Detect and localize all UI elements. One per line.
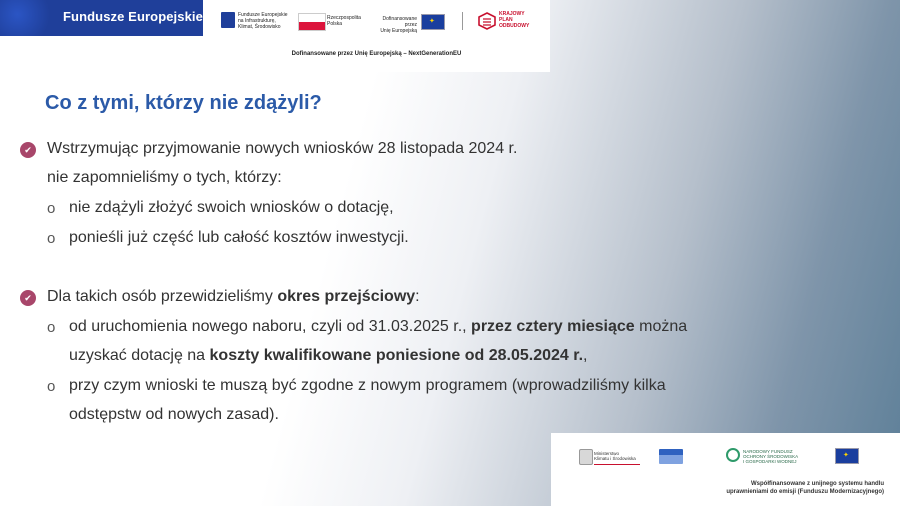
poland-flag-icon	[298, 13, 326, 31]
fe-logo-icon	[221, 12, 235, 28]
kpo-logo-icon	[478, 12, 496, 30]
ministry-logo-text	[594, 451, 636, 461]
section1-subitem: nie zdążyli złożyć swoich wniosków o dotację,	[69, 199, 394, 216]
section2-intro	[47, 288, 420, 306]
nfosigw-line: NARODOWY FUNDUSZ	[743, 449, 793, 454]
nfosigw-logo-text	[743, 449, 798, 464]
circle-bullet-icon: o	[47, 230, 56, 247]
subitem-bold-text: koszty kwalifikowane poniesione od 28.05.2024 r.	[209, 347, 584, 364]
section2-subitem-continuation: odstępstw od nowych zasad).	[69, 406, 279, 423]
section1-subitem: ponieśli już część lub całość kosztów inwestycji.	[69, 229, 409, 246]
subitem-text: od uruchomienia nowego naboru, czyli od 31.03.2025 r.,	[69, 318, 472, 335]
eu-flag-icon	[835, 448, 859, 464]
subitem-bold-text: przez cztery miesiące	[471, 318, 635, 335]
subitem-text: uzyskać dotację na	[69, 347, 210, 364]
caption-line: Współfinansowane z unijnego systemu handlu	[750, 481, 884, 487]
ministry-line: Ministerstwo	[594, 451, 620, 456]
ministry-line: Klimatu i Środowiska	[594, 456, 636, 461]
intro-text: :	[415, 288, 420, 305]
ue-logo-line: Unię Europejską	[380, 28, 417, 34]
kpo-logo-line: KRAJOWY	[499, 11, 525, 17]
ue-logo-line: Dofinansowane przez	[382, 16, 417, 28]
circle-bullet-icon: o	[47, 319, 56, 336]
circle-bullet-icon: o	[47, 200, 56, 217]
ue-logo-text	[369, 16, 417, 34]
nfosigw-line: OCHRONY ŚRODOWISKA	[743, 454, 799, 459]
intro-bold-text: okres przejściowy	[277, 288, 416, 305]
section1-line: nie zapomnieliśmy o tych, którzy:	[47, 169, 282, 186]
program-logo-icon	[659, 449, 683, 464]
circle-bullet-icon: o	[47, 378, 56, 395]
section2-subitem	[69, 318, 687, 336]
section1-line: Wstrzymując przyjmowanie nowych wniosków 28 listopada 2024 r.	[47, 140, 518, 157]
kpo-logo-line: PLAN	[499, 17, 513, 23]
pl-logo-text	[327, 15, 361, 27]
check-bullet-icon: ✔	[20, 290, 36, 306]
eagle-emblem-icon	[579, 449, 593, 465]
divider	[462, 12, 463, 30]
slide-title: Co z tymi, którzy nie zdążyli?	[45, 92, 322, 114]
fe-logo-line: na Infrastrukturę,	[238, 18, 276, 24]
subitem-text: można	[634, 318, 688, 335]
section2-subitem-continuation	[69, 347, 587, 365]
brand-name: Fundusze Europejskie	[63, 9, 203, 24]
caption-line: uprawnieniami do emisji (Funduszu Modernizacyjnego)	[726, 489, 884, 495]
intro-text: Dla takich osób przewidzieliśmy	[47, 288, 278, 305]
eu-flag-icon	[421, 14, 445, 30]
kpo-logo-line: ODBUDOWY	[499, 23, 530, 29]
eu-stars-graphic	[0, 0, 58, 36]
ministry-underline	[594, 464, 640, 465]
check-bullet-icon: ✔	[20, 142, 36, 158]
nfosigw-line: I GOSPODARKI WODNEJ	[743, 459, 797, 464]
pl-logo-line: Rzeczpospolita	[327, 15, 361, 21]
fe-logo-text	[238, 12, 287, 30]
funding-caption: Dofinansowane przez Unię Europejską – NextGenerationEU	[291, 51, 462, 57]
subitem-text: ,	[583, 347, 588, 364]
kpo-logo-text	[499, 11, 529, 29]
pl-logo-line: Polska	[327, 21, 343, 27]
fe-logo-line: Fundusze Europejskie	[238, 12, 288, 18]
footer-logo-strip	[551, 433, 900, 506]
cofinancing-caption	[726, 480, 884, 496]
header-logo-strip	[203, 0, 550, 72]
section2-subitem: przy czym wnioski te muszą być zgodne z nowym programem (wprowadziliśmy kilka	[69, 377, 666, 394]
program-banner	[0, 0, 203, 36]
fe-logo-line: Klimat, Środowisko	[238, 24, 281, 30]
nfosigw-logo-icon	[726, 448, 740, 462]
